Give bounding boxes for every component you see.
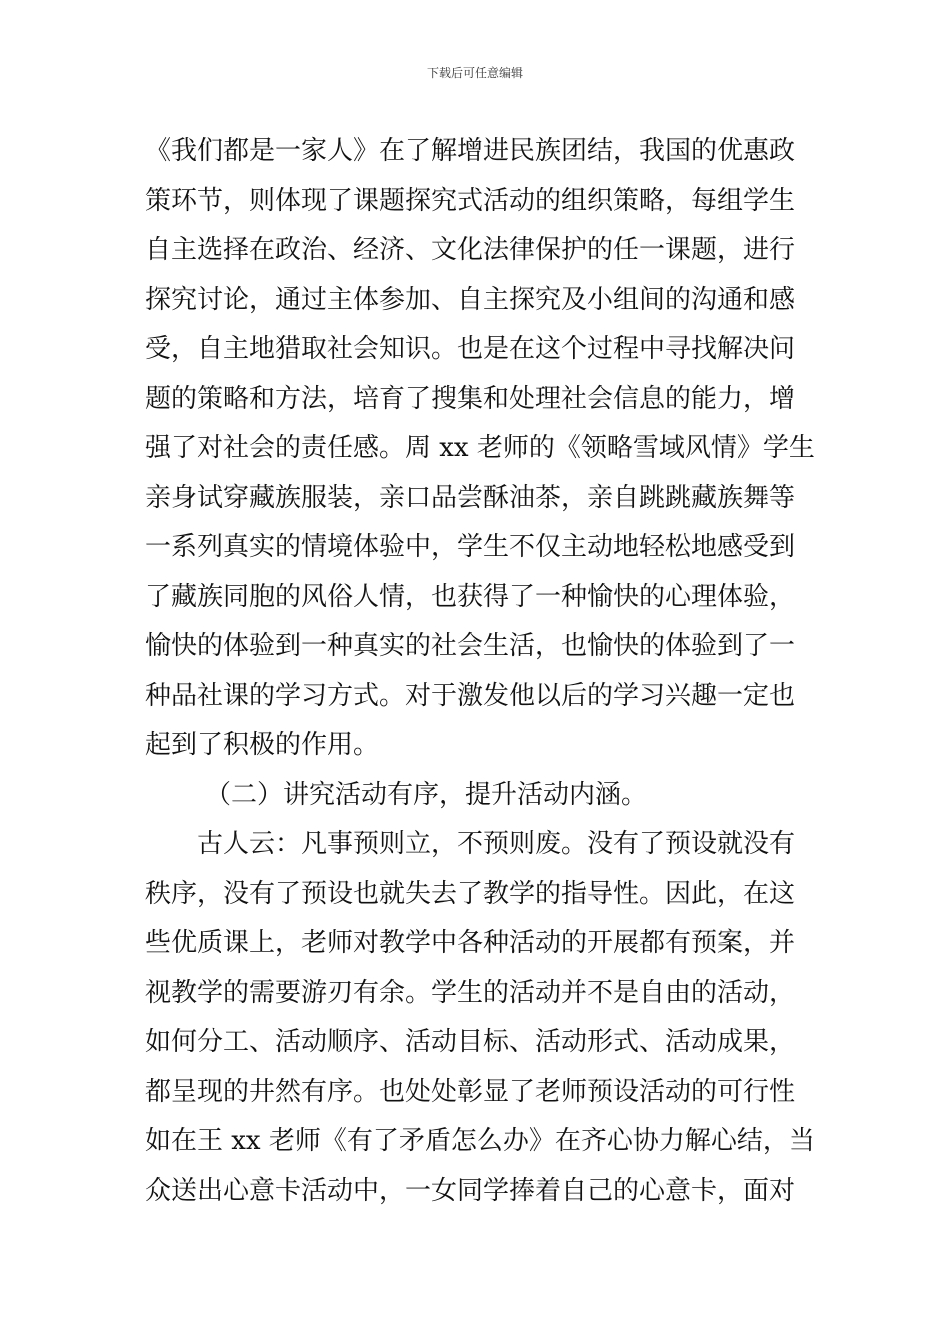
text-line: 受，自主地猎取社会知识。也是在这个过程中寻找解决问 <box>145 334 796 364</box>
text-line: 如在王 xx 老师《有了矛盾怎么办》在齐心协力解心结，当 <box>145 1126 815 1156</box>
text-line: 起到了积极的作用。 <box>145 730 380 760</box>
text-line: 《我们都是一家人》在了解增进民族团结，我国的优惠政 <box>145 136 796 166</box>
text-line: 探究讨论，通过主体参加、自主探究及小组间的沟通和感 <box>145 284 796 315</box>
text-line: 题的策略和方法，培育了搜集和处理社会信息的能力，增 <box>145 383 796 414</box>
document-body <box>145 127 815 1216</box>
text-line: 种品社课的学习方式。对于激发他以后的学习兴趣一定也 <box>145 680 796 711</box>
text-line: 都呈现的井然有序。也处处彰显了老师预设活动的可行性 <box>145 1076 796 1107</box>
text-line: 众送出心意卡活动中，一女同学捧着自己的心意卡，面对 <box>145 1175 796 1206</box>
text-line: 策环节，则体现了课题探究式活动的组织策略，每组学生 <box>145 185 796 216</box>
text-line: 古人云：凡事预则立，不预则废。没有了预设就没有 <box>197 829 796 859</box>
text-line: 些优质课上，老师对教学中各种活动的开展都有预案，并 <box>145 928 796 958</box>
text-line: 了藏族同胞的风俗人情，也获得了一种愉快的心理体验， <box>145 581 796 612</box>
text-line: 自主选择在政治、经济、文化法律保护的任一课题，进行 <box>145 235 796 265</box>
text-line: 秩序，没有了预设也就失去了教学的指导性。因此，在这 <box>145 878 796 909</box>
text-line: 强了对社会的责任感。周 xx 老师的《领略雪域风情》学生 <box>145 433 815 463</box>
page-header: 下载后可任意编辑 <box>426 66 523 80</box>
text-line: 亲身试穿藏族服装，亲口品尝酥油茶，亲自跳跳藏族舞等 <box>145 482 796 513</box>
text-line: 愉快的体验到一种真实的社会生活，也愉快的体验到了一 <box>145 631 796 661</box>
text-line: 视教学的需要游刃有余。学生的活动并不是自由的活动， <box>145 977 796 1008</box>
section-heading: （二）讲究活动有序，提升活动内涵。 <box>205 779 648 810</box>
text-line: 如何分工、活动顺序、活动目标、活动形式、活动成果， <box>145 1027 796 1057</box>
text-line: 一系列真实的情境体验中，学生不仅主动地轻松地感受到 <box>145 532 796 562</box>
